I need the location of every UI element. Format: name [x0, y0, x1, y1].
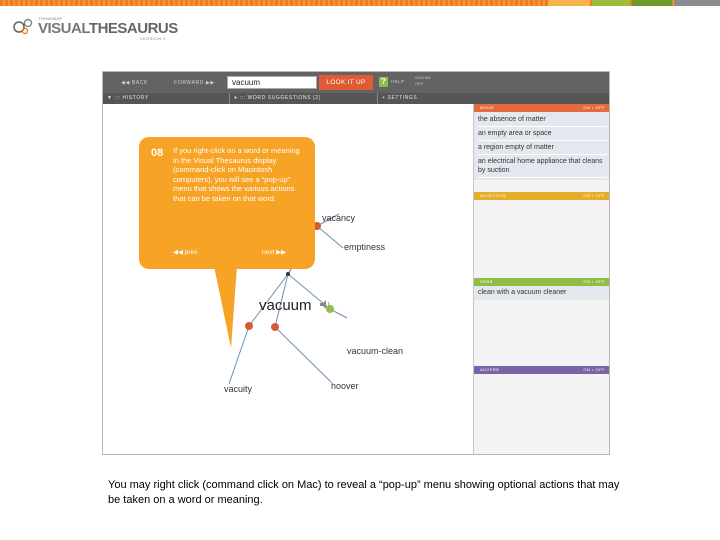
definition-item[interactable]: an electrical home appliance that cleans by suction	[478, 157, 607, 178]
noun-section-header[interactable]	[474, 104, 610, 112]
graph-word-emptiness[interactable]: emptiness	[344, 242, 386, 252]
graph-edge	[275, 327, 331, 382]
tooltip-bubble	[139, 137, 315, 269]
help-icon[interactable]: ?	[379, 77, 388, 87]
header-strip-segment	[548, 0, 590, 6]
adverb-title: ADVERB	[480, 367, 500, 372]
header-strip-segment	[592, 0, 630, 6]
slide-caption: You may right click (command click on Mac) to reveal a “pop-up” menu showing optional actions that may be taken on a word or meaning.	[108, 479, 620, 506]
tooltip-text: If you right-click on a word or meaning in the Visual Thesaurus display (command-click on Macintosh computers), you will see a “pop-up” menu that shows the various actions that can be taken on that word.	[173, 146, 300, 203]
logo-mark-icon	[12, 14, 34, 36]
tooltip-step-number: 08	[151, 147, 164, 159]
subbar	[103, 93, 609, 104]
adjective-section-header[interactable]	[474, 192, 610, 200]
logo-version: VERSION 3	[140, 36, 166, 41]
search-input[interactable]: vacuum	[227, 76, 317, 89]
back-button[interactable]: ◀◀ BACK	[121, 79, 148, 86]
verb-title: VERB	[480, 279, 493, 284]
toolbar	[103, 72, 609, 93]
meanings-panel	[473, 104, 610, 455]
forward-button[interactable]: FORWARD ▶▶	[174, 79, 215, 86]
graph-edge	[229, 326, 249, 384]
definition-item[interactable]: clean with a vacuum cleaner	[478, 289, 567, 296]
logo-word-visual: VISUAL	[38, 20, 89, 37]
look-it-up-button[interactable]: LOOK IT UP	[319, 75, 373, 90]
visual-thesaurus-logo	[12, 10, 178, 41]
logo-small-text: THINKMAP	[38, 16, 63, 21]
history-tab[interactable]: ▼ ::: HISTORY	[107, 95, 149, 101]
adverb-toggle[interactable]: ON • OFF	[583, 367, 605, 372]
graph-edge	[317, 226, 343, 248]
sound-toggle-off: OFF	[415, 81, 424, 86]
definition-item[interactable]: an empty area or space	[478, 129, 607, 141]
noun-definitions	[474, 112, 610, 180]
graph-word-hoover[interactable]: hoover	[331, 381, 359, 391]
adjective-title: ADJECTIVE	[480, 193, 507, 198]
verb-section-header[interactable]	[474, 278, 610, 286]
graph-word-vacancy[interactable]: vacancy	[322, 213, 356, 223]
graph-node-meaning[interactable]	[271, 323, 279, 331]
word-suggestions-tab[interactable]: ● ::: WORD SUGGESTIONS (2)	[229, 93, 375, 104]
header-strip-segment	[632, 0, 672, 6]
logo-word-thesaurus: THESAURUS	[88, 20, 178, 37]
adverb-section-header[interactable]	[474, 366, 610, 374]
graph-node-meaning[interactable]	[245, 322, 253, 330]
header-strip-segment	[674, 0, 720, 6]
sound-toggle[interactable]	[415, 75, 431, 87]
definition-item[interactable]: the absence of matter	[478, 115, 607, 127]
verb-toggle[interactable]: ON • OFF	[583, 279, 605, 284]
tooltip-prev-button[interactable]: ◀◀ prev	[173, 249, 198, 256]
definition-item[interactable]: a region empty of matter	[478, 143, 607, 155]
noun-toggle[interactable]: ON • OFF	[583, 105, 605, 110]
header-strip	[0, 0, 720, 6]
graph-node-center[interactable]	[286, 272, 290, 276]
tooltip-next-button[interactable]: next ▶▶	[262, 249, 287, 256]
sound-toggle-on: SOUND	[415, 75, 431, 80]
graph-center-word[interactable]: vacuum	[259, 297, 312, 314]
graph-word-vacuum-clean[interactable]: vacuum-clean	[347, 346, 404, 356]
graph-word-vacuity[interactable]: vacuity	[224, 384, 253, 394]
adjective-toggle[interactable]: ON • OFF	[583, 193, 605, 198]
verb-definitions	[474, 286, 610, 300]
settings-tab[interactable]: + SETTINGS	[377, 93, 473, 104]
graph-node-meaning[interactable]	[326, 305, 334, 313]
logo-wordmark	[38, 20, 178, 37]
noun-title: NOUN	[480, 105, 494, 110]
help-link[interactable]: HELP	[391, 79, 405, 84]
